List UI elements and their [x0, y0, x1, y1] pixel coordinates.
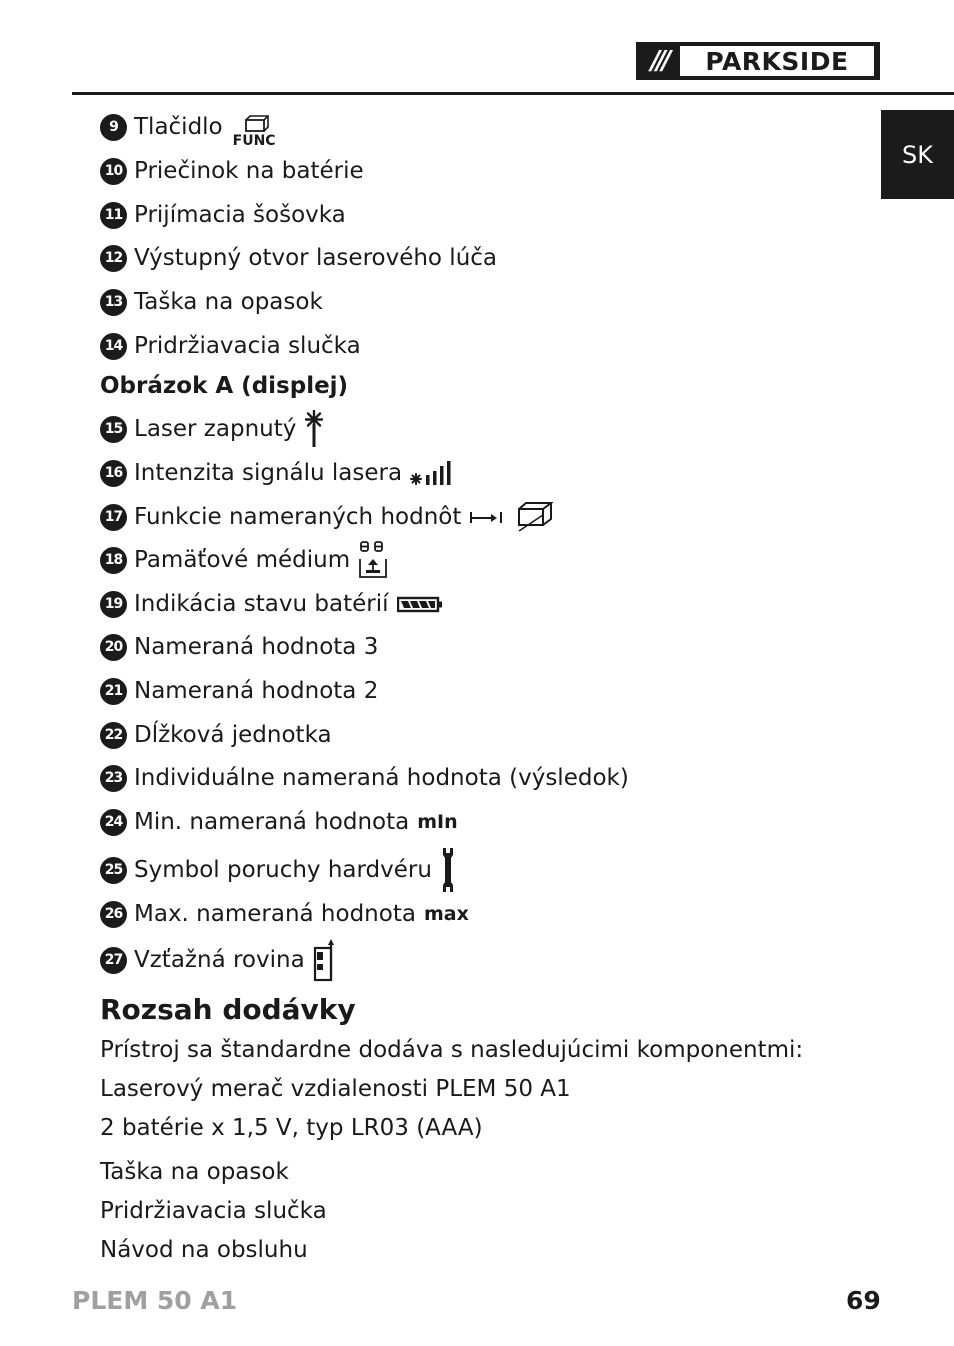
display-item-26 [100, 899, 469, 929]
wrench-icon [440, 847, 456, 893]
item-number: 23 [100, 765, 127, 792]
item-number: 24 [100, 809, 127, 836]
legend-item-12 [100, 243, 497, 273]
item-label: Výstupný otvor laserového lúča [134, 245, 498, 271]
footer-model: PLEM 50 A1 [72, 1286, 238, 1315]
item-label: Max. nameraná hodnota [134, 901, 416, 927]
parkside-logo [636, 42, 880, 80]
item-number: 27 [100, 947, 127, 974]
item-label: Priečinok na batérie [134, 158, 364, 184]
item-label: Tlačidlo [134, 114, 223, 140]
item-number: 21 [100, 678, 127, 705]
reference-plane-icon [313, 938, 337, 982]
item-number: 9 [100, 114, 127, 141]
legend-item-11 [100, 200, 346, 230]
item-label: Dĺžková jednotka [134, 722, 332, 748]
item-label: Intenzita signálu lasera [134, 460, 403, 486]
display-item-21 [100, 676, 378, 706]
item-number: 15 [100, 416, 127, 443]
header-rule [72, 92, 954, 95]
display-item-27 [100, 945, 337, 975]
display-section-title: Obrázok A (displej) [100, 373, 349, 399]
scope-item: Pridržiavacia slučka [100, 1198, 327, 1224]
scope-title: Rozsah dodávky [100, 993, 356, 1026]
display-item-18 [100, 545, 388, 575]
item-label: Nameraná hodnota 3 [134, 634, 379, 660]
item-label: Pridržiavacia slučka [134, 333, 361, 359]
display-item-17 [100, 502, 553, 532]
item-label: Nameraná hodnota 2 [134, 678, 379, 704]
item-number: 20 [100, 634, 127, 661]
func-button-icon [233, 115, 276, 148]
display-item-22 [100, 720, 332, 750]
logo-text: PARKSIDE [680, 46, 874, 76]
page-number: 69 [846, 1286, 881, 1315]
min-symbol: mIn [417, 811, 458, 833]
display-item-19 [100, 589, 443, 619]
item-label: Indikácia stavu batérií [134, 591, 389, 617]
scope-item: Návod na obsluhu [100, 1237, 308, 1263]
item-number: 18 [100, 547, 127, 574]
display-item-23 [100, 763, 629, 793]
item-label: Symbol poruchy hardvéru [134, 857, 432, 883]
legend-item-9 [100, 112, 276, 149]
laser-on-icon [304, 410, 324, 448]
display-item-25 [100, 855, 456, 885]
logo-slashes: /// [650, 46, 668, 76]
display-item-15 [100, 414, 324, 444]
item-number: 10 [100, 158, 127, 185]
item-number: 13 [100, 289, 127, 316]
length-measure-icon [469, 509, 503, 525]
battery-icon [397, 595, 443, 613]
legend-item-13 [100, 287, 323, 317]
signal-strength-icon [410, 460, 456, 486]
volume-measure-icon [517, 501, 553, 533]
item-number: 11 [100, 202, 127, 229]
item-label: Laser zapnutý [134, 416, 297, 442]
item-number: 16 [100, 460, 127, 487]
item-label: Individuálne nameraná hodnota (výsledok) [134, 765, 629, 791]
item-label: Min. nameraná hodnota [134, 809, 410, 835]
display-item-20 [100, 632, 378, 662]
scope-item: Taška na opasok [100, 1159, 289, 1185]
item-label: Funkcie nameraných hodnôt [134, 504, 462, 530]
legend-item-10 [100, 156, 364, 186]
display-item-16 [100, 458, 456, 488]
item-number: 12 [100, 245, 127, 272]
item-label: Pamäťové médium [134, 547, 351, 573]
scope-item: Laserový merač vzdialenosti PLEM 50 A1 [100, 1076, 571, 1102]
item-number: 14 [100, 333, 127, 360]
func-label: FUNC [232, 132, 276, 149]
item-number: 22 [100, 722, 127, 749]
max-symbol: max [423, 903, 469, 925]
display-item-24 [100, 807, 458, 837]
item-number: 25 [100, 857, 127, 884]
item-label: Taška na opasok [134, 289, 323, 315]
item-number: 19 [100, 591, 127, 618]
scope-intro: Prístroj sa štandardne dodáva s nasledujúcimi komponentmi: [100, 1037, 804, 1063]
legend-item-14 [100, 331, 361, 361]
memory-icon [358, 541, 388, 579]
item-number: 17 [100, 504, 127, 531]
scope-item: 2 batérie x 1,5 V, typ LR03 (AAA) [100, 1115, 483, 1141]
language-tab: SK [881, 110, 954, 199]
item-label: Prijímacia šošovka [134, 202, 346, 228]
item-number: 26 [100, 901, 127, 928]
item-label: Vzťažná rovina [134, 947, 305, 973]
